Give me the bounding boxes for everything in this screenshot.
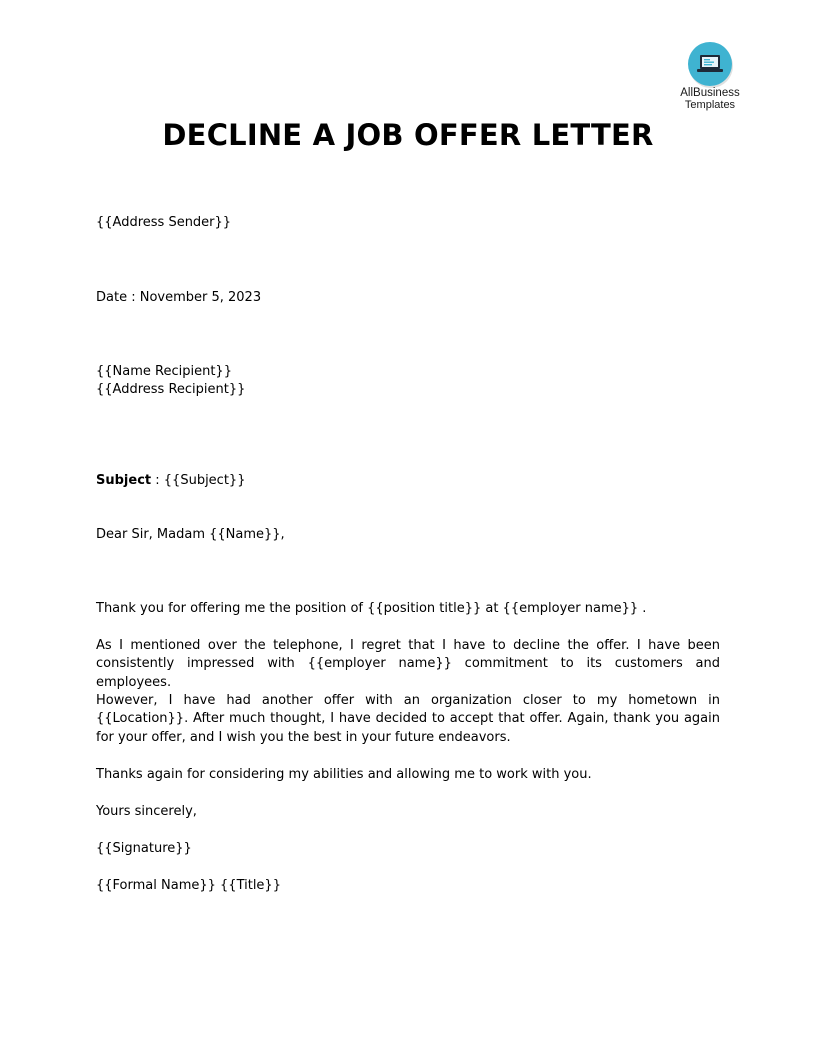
body-paragraph-1: Thank you for offering me the position of {{position title}} at {{employer name}} . — [96, 601, 647, 616]
laptop-icon — [688, 42, 732, 86]
allbusiness-templates-logo — [676, 42, 744, 111]
salutation: Dear Sir, Madam {{Name}}, — [96, 527, 285, 542]
recipient-address: {{Address Recipient}} — [96, 382, 246, 397]
subject-value: {{Subject}} — [163, 473, 246, 488]
logo-text — [676, 87, 744, 111]
recipient-name: {{Name Recipient}} — [96, 364, 232, 379]
logo-brand-line2: Templates — [684, 99, 736, 111]
document-title: DECLINE A JOB OFFER LETTER — [162, 118, 654, 152]
logo-brand-line1: AllBusiness — [680, 87, 740, 99]
closing: Yours sincerely, — [96, 804, 197, 819]
signature: {{Signature}} — [96, 841, 192, 856]
subject-separator: : — [151, 473, 164, 488]
subject-line — [96, 472, 245, 490]
body-paragraph-4: Thanks again for considering my abilities and allowing me to work with you. — [96, 767, 592, 782]
formal-name-title: {{Formal Name}} {{Title}} — [96, 878, 281, 893]
date-line: Date : November 5, 2023 — [96, 290, 262, 305]
subject-label: Subject — [96, 473, 152, 488]
body-paragraph-3: However, I have had another offer with an organization closer to my hometown in {{Location}}. After much thought, I have decided to accept that offer. Again, thank you again for your offer, and I wish you the best in your future endeavors. — [96, 693, 720, 745]
body-paragraph-2: As I mentioned over the telephone, I regret that I have to decline the offer. I have been consistently impressed with {{employer name}} commitment to its customers and employees. — [96, 638, 720, 690]
sender-address: {{Address Sender}} — [96, 215, 232, 230]
